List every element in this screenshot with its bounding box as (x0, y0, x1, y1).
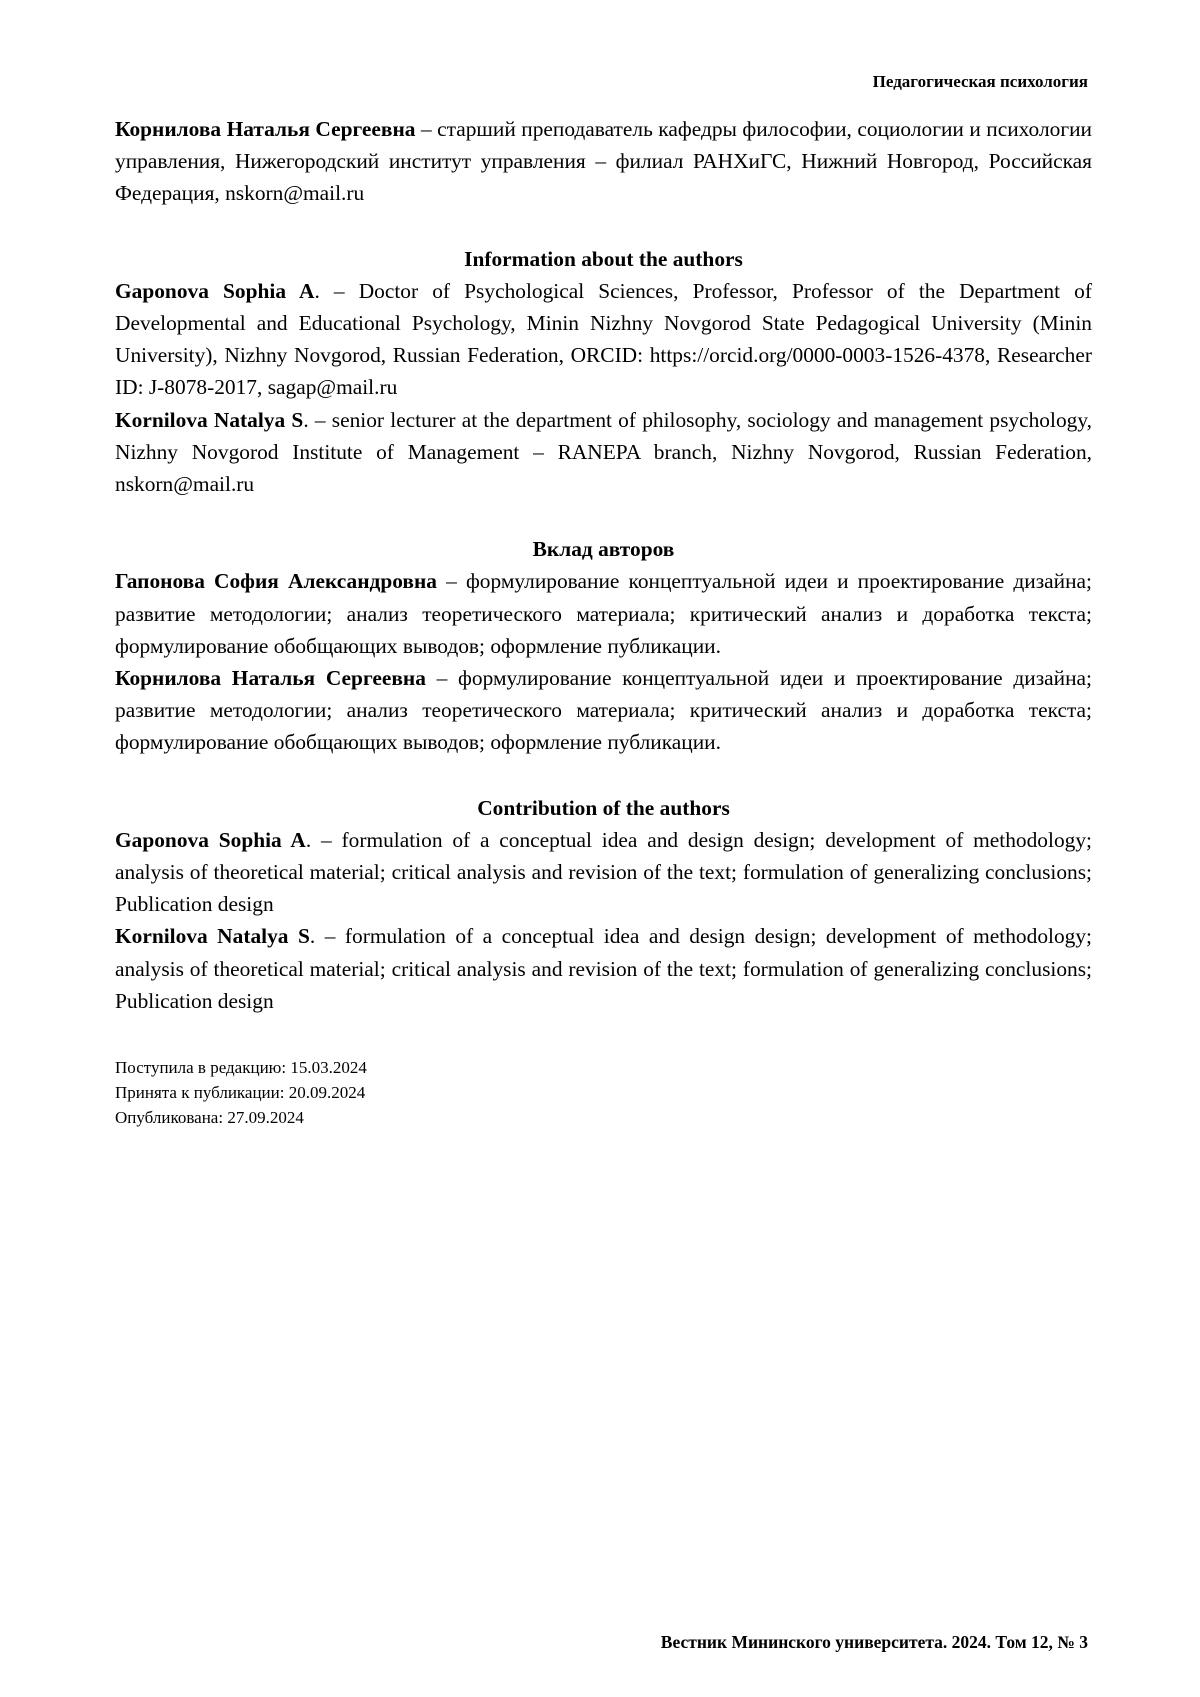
contribution-description: – формулирование концептуальной идеи и проектирование дизайна; развитие методологии; анализ теоретического материала; критический анализ и доработка текста; формулирование обобщающих выводов; оформление публикации. (115, 569, 1092, 658)
spacer (115, 210, 1092, 243)
contribution-kornilova-ru (115, 662, 1092, 759)
author-description: – старший преподаватель кафедры философии, социологии и психологии управления, Нижегородский институт управления – филиал РАНХиГС, Нижний Новгород, Российская Федерация, nskorn@mail.ru (115, 117, 1093, 206)
author-description: . – Doctor of Psychological Sciences, Professor, Professor of the Department of Developmental and Educational Psychology, Minin Nizhny Novgorod State Pedagogical University (Minin University), Nizhny Novgorod, Russian Federation, ORCID: https://orcid.org/0000-0003-1526-4378, Researcher ID: J-8078-2017, sagap@mail.ru (115, 278, 1092, 400)
running-title: Педагогическая психология (872, 72, 1088, 91)
author-name: Gaponova Sophia A (115, 827, 306, 852)
section-title-info-en: Information about the authors (464, 246, 743, 271)
author-info-gaponova-en (115, 275, 1092, 404)
author-name: Корнилова Наталья Сергеевна (115, 117, 416, 141)
publication-dates (115, 1055, 1092, 1130)
page-content (115, 113, 1092, 1130)
contribution-gaponova-en (115, 824, 1092, 921)
contribution-description: . – formulation of a conceptual idea and design design; development of methodology; analysis of theoretical material; critical analysis and revision of the text; formulation of generalizing conclusions; Publication design (115, 924, 1092, 1013)
contribution-kornilova-en (115, 920, 1092, 1017)
spacer (115, 759, 1092, 792)
date-accepted: Принята к публикации: 20.09.2024 (115, 1083, 366, 1103)
contribution-description: – формулирование концептуальной идеи и проектирование дизайна; развитие методологии; анализ теоретического материала; критический анализ и доработка текста; формулирование обобщающих выводов; оформление публикации. (115, 666, 1092, 755)
journal-footer: Вестник Мининского университета. 2024. Том 12, № 3 (660, 1632, 1088, 1652)
author-name: Гапонова София Александровна (115, 569, 437, 594)
contribution-gaponova-ru (115, 565, 1092, 662)
author-description: . – senior lecturer at the department of philosophy, sociology and management psychology, Nizhny Novgorod Institute of Management – RANEPA branch, Nizhny Novgorod, Russian Federation, nskorn@mail.ru (115, 407, 1092, 497)
section-title-contribution-ru: Вклад авторов (532, 537, 675, 562)
author-info-kornilova-ru (115, 113, 1092, 210)
author-info-kornilova-en (115, 404, 1092, 501)
spacer (115, 500, 1092, 533)
author-name: Gaponova Sophia A (115, 278, 315, 303)
contribution-description: . – formulation of a conceptual idea and design design; development of methodology; analysis of theoretical material; critical analysis and revision of the text; formulation of generalizing conclusions; Publication design (115, 827, 1092, 917)
author-name: Kornilova Natalya S (115, 924, 310, 949)
author-name: Корнилова Наталья Сергеевна (115, 666, 426, 691)
author-name: Kornilova Natalya S (115, 407, 304, 432)
date-received: Поступила в редакцию: 15.03.2024 (115, 1058, 367, 1078)
date-published: Опубликована: 27.09.2024 (115, 1108, 304, 1128)
section-title-contribution-en: Contribution of the authors (477, 795, 730, 820)
